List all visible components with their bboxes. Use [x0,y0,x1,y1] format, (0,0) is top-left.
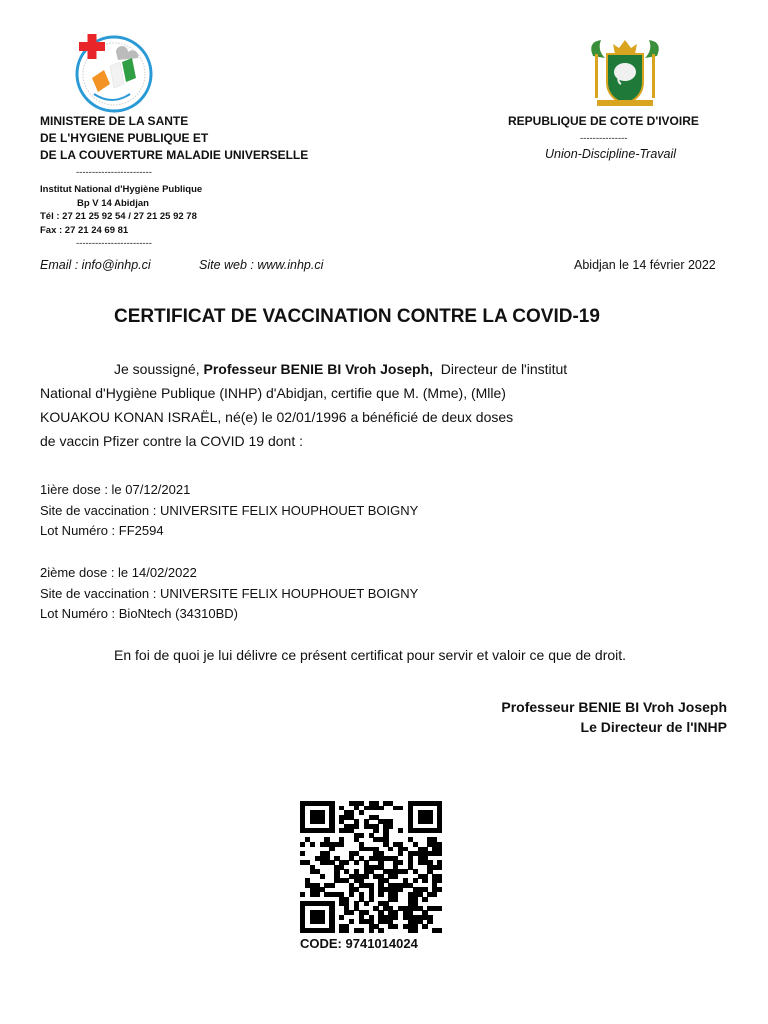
qr-module [359,810,364,815]
qr-module [339,915,344,920]
qr-module [398,806,403,811]
qr-module [437,887,442,892]
qr-module [359,833,364,838]
qr-module [364,874,369,879]
qr-module [413,878,418,883]
separator-left-1: ------------------------ [76,167,152,178]
qr-module [388,824,393,829]
qr-module [422,924,427,929]
qr-module [364,901,369,906]
qr-module [320,874,325,879]
signature-role: Le Directeur de l'INHP [580,719,727,735]
certificate-title: CERTIFICAT DE VACCINATION CONTRE LA COVID-19 [114,306,600,327]
dose-2-date: 2ième dose : le 14/02/2022 [40,565,197,580]
coat-of-arms-icon [583,36,667,112]
institute-block [40,183,202,237]
qr-module [437,851,442,856]
qr-module [349,919,354,924]
signatory-name: Professeur BENIE BI Vroh Joseph, [203,361,434,377]
institute-name: Institut National d'Hygiène Publique [40,184,203,195]
qr-module [437,828,442,833]
qr-module [359,928,364,933]
email-text: Email : info@inhp.ci [40,258,151,272]
dose-block-2 [40,563,418,625]
qr-module [369,897,374,902]
dose-1-date: 1ière dose : le 07/12/2021 [40,482,191,497]
body-line-4: de vaccin Pfizer contre la COVID 19 dont : [40,433,304,449]
qr-module [329,847,334,852]
qr-module [398,887,403,892]
body-line-1-prefix: Je soussigné, [114,361,204,377]
qr-module [393,874,398,879]
separator-right: --------------- [580,133,628,144]
dose-1-site: Site de vaccination : UNIVERSITE FELIX HOUPHOUET BOIGNY [40,502,419,518]
qr-module [349,892,354,897]
ministry-line-3: DE LA COUVERTURE MALADIE UNIVERSELLE [40,148,309,162]
qr-module [403,869,408,874]
qr-module [378,928,383,933]
dose-block-1 [40,480,418,542]
qr-module [310,842,315,847]
body-line-1 [40,357,740,381]
qr-module [320,919,325,924]
qr-module [300,892,305,897]
verification-code: CODE: 9741014024 [300,936,418,951]
qr-module [388,847,393,852]
qr-module [378,806,383,811]
ministry-line-1: MINISTERE DE LA SANTE [40,114,189,128]
qr-module [329,883,334,888]
qr-code [300,801,442,933]
qr-module [354,860,359,865]
qr-module [369,928,374,933]
website-text: Site web : www.inhp.ci [199,258,324,272]
qr-module [427,819,432,824]
signature-block [501,697,727,737]
qr-module [393,924,398,929]
signature-name: Professeur BENIE BI Vroh Joseph [501,699,727,715]
qr-module [349,910,354,915]
body-line-3: KOUAKOU KONAN ISRAËL, né(e) le 02/01/1996 a bénéficié de deux doses [40,409,514,425]
dose-2-site: Site de vaccination : UNIVERSITE FELIX HOUPHOUET BOIGNY [40,585,419,601]
qr-module [315,892,320,897]
body-paragraph [40,357,740,453]
institute-fax: Fax : 27 21 24 69 81 [40,224,129,236]
qr-module [393,897,398,902]
inhp-logo-icon [68,32,156,114]
qr-module [432,892,437,897]
qr-module [398,828,403,833]
qr-module [393,915,398,920]
body-line-1-suffix: Directeur de l'institut [433,361,568,377]
qr-module [378,892,383,897]
closing-statement: En foi de quoi je lui délivre ce présent certificat pour servir et valoir ce que de droit. [114,647,627,663]
qr-module [398,851,403,856]
qr-module [427,919,432,924]
republic-title: REPUBLIQUE DE COTE D'IVOIRE [508,114,699,128]
dose-1-lot: Lot Numéro : FF2594 [40,523,164,538]
body-line-2: National d'Hygiène Publique (INHP) d'Abidjan, certifie que M. (Mme), (Mlle) [40,385,506,401]
qr-module [320,819,325,824]
qr-module [437,928,442,933]
qr-module [329,828,334,833]
separator-left-2: ------------------------ [76,238,152,249]
qr-module [422,897,427,902]
qr-module [344,860,349,865]
national-motto: Union-Discipline-Travail [545,147,677,161]
qr-module [398,860,403,865]
qr-module [354,824,359,829]
qr-module [437,906,442,911]
qr-module [437,865,442,870]
qr-module [413,928,418,933]
ministry-line-2: DE L'HYGIENE PUBLIQUE ET [40,131,209,145]
institute-address: Bp V 14 Abidjan [77,197,149,209]
qr-module [437,878,442,883]
ministry-block [40,113,308,164]
qr-module [300,842,305,847]
qr-module [329,928,334,933]
qr-module [339,842,344,847]
qr-module [422,878,427,883]
dose-2-lot: Lot Numéro : BioNtech (34310BD) [40,606,238,621]
place-date: Abidjan le 14 février 2022 [574,258,716,272]
qr-module [344,928,349,933]
qr-module [300,851,305,856]
qr-module [373,828,378,833]
institute-tel: Tél : 27 21 25 92 54 / 27 21 25 92 78 [40,211,197,222]
